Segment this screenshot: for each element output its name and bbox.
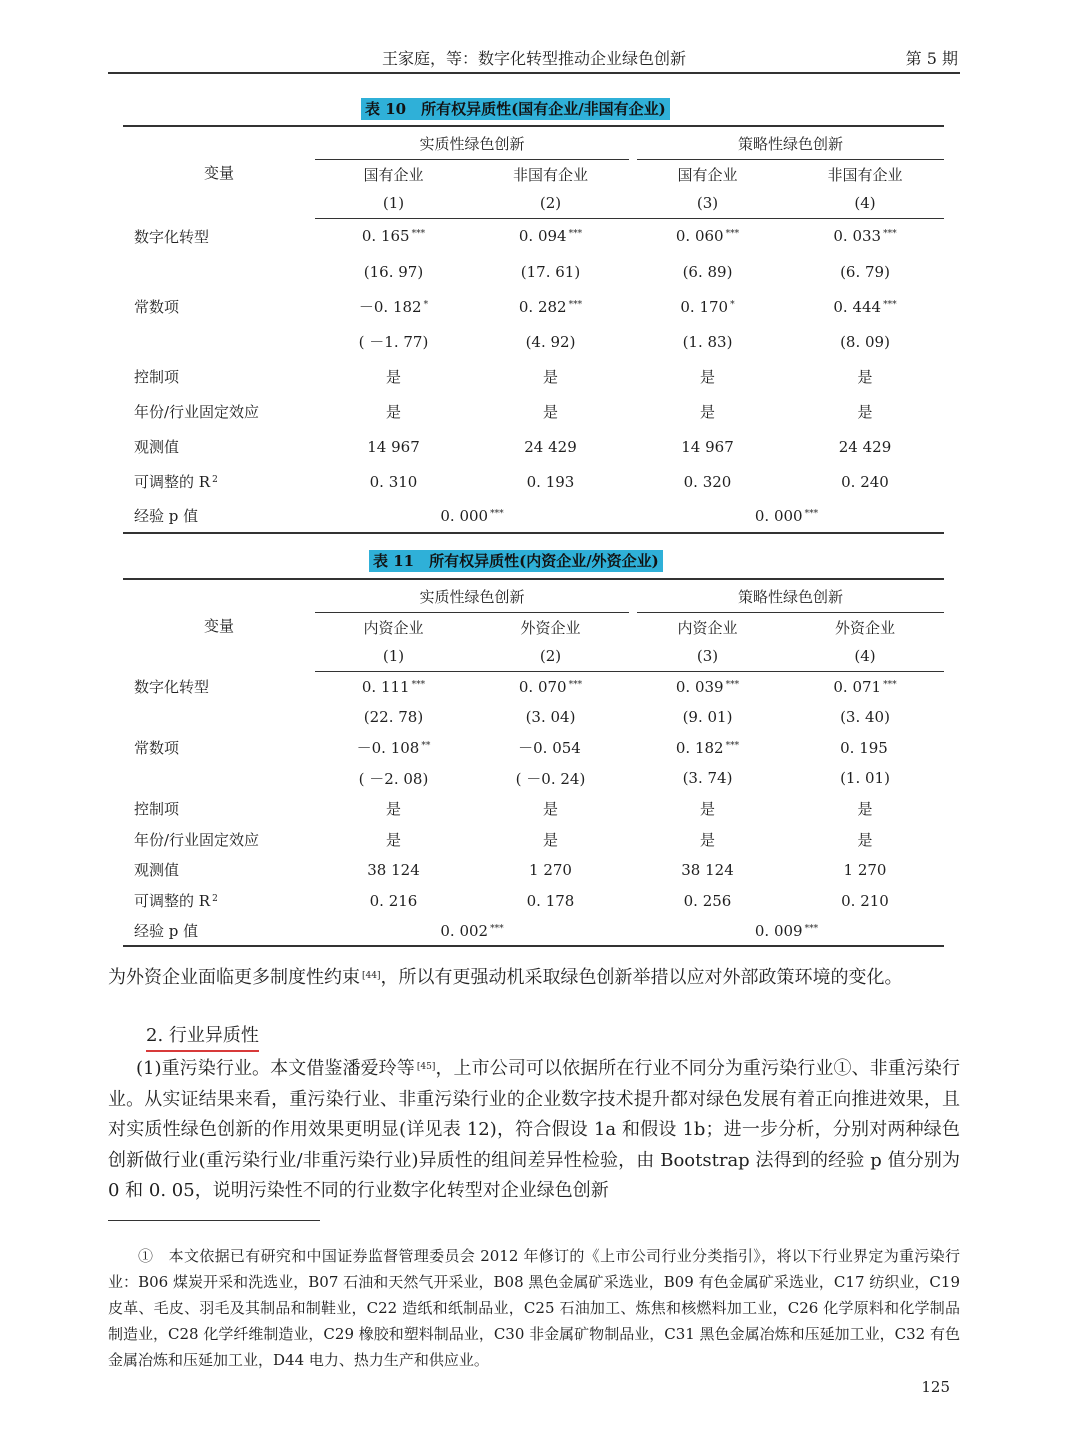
col-number: (4) bbox=[786, 642, 944, 671]
group-header-strategic: 策略性绿色创新 bbox=[637, 580, 944, 613]
t-stat-cell: (3. 40) bbox=[840, 708, 890, 726]
p-value-cell: 0. 000 *** bbox=[440, 506, 504, 525]
coef-cell: 0. 195 bbox=[840, 738, 888, 757]
cell: 24 429 bbox=[524, 437, 577, 456]
cell: 14 967 bbox=[367, 437, 420, 456]
col-number: (1) bbox=[315, 189, 472, 218]
coef-cell: 0. 111 *** bbox=[361, 677, 426, 696]
table-11-title: 表 11 所有权异质性(内资企业/外资企业) bbox=[369, 550, 663, 572]
cell: 是 bbox=[542, 403, 558, 421]
row-label: 观测值 bbox=[134, 861, 180, 879]
cell: 是 bbox=[857, 830, 873, 849]
col-header: 非国有企业 bbox=[512, 166, 588, 184]
group-header-strategic: 策略性绿色创新 bbox=[637, 127, 944, 160]
row-label: 控制项 bbox=[134, 800, 180, 818]
table-10 bbox=[123, 125, 944, 534]
col-header: 国有企业 bbox=[677, 166, 738, 184]
row-label: 数字化转型 bbox=[134, 678, 210, 696]
t-stat-cell: ( －0. 24) bbox=[515, 769, 586, 788]
cell: 是 bbox=[857, 800, 873, 818]
t-stat-cell: (6. 79) bbox=[840, 262, 890, 281]
row-label: 年份/行业固定效应 bbox=[134, 830, 260, 849]
cell: 是 bbox=[699, 368, 715, 386]
cell: 0. 256 bbox=[683, 891, 732, 910]
coef-cell: 0. 039 *** bbox=[675, 677, 740, 696]
cell: 是 bbox=[542, 800, 558, 818]
page-number: 125 bbox=[921, 1378, 950, 1396]
running-header bbox=[108, 46, 960, 74]
coef-cell: －0. 182 * bbox=[358, 298, 429, 316]
cell: 是 bbox=[857, 368, 873, 386]
t-stat-cell: ( －2. 08) bbox=[358, 769, 429, 788]
col-number: (3) bbox=[629, 189, 786, 218]
col-number: (1) bbox=[315, 642, 472, 671]
row-label: 数字化转型 bbox=[134, 227, 210, 246]
footnote-rule bbox=[108, 1220, 320, 1221]
coef-cell: 0. 070 *** bbox=[518, 677, 583, 696]
cell: 0. 320 bbox=[683, 472, 732, 491]
row-label: 常数项 bbox=[134, 298, 180, 316]
coef-cell: －0. 108 ** bbox=[356, 739, 431, 757]
cell: 38 124 bbox=[367, 860, 420, 879]
row-label: 观测值 bbox=[134, 438, 180, 456]
cell: 0. 178 bbox=[526, 891, 575, 910]
col-header: 内资企业 bbox=[677, 619, 738, 637]
cell: 0. 210 bbox=[841, 891, 889, 910]
cell: 是 bbox=[542, 830, 558, 849]
col-header: 国有企业 bbox=[363, 166, 424, 184]
cell: 0. 310 bbox=[369, 472, 418, 491]
cell: 是 bbox=[385, 830, 401, 849]
p-value-cell: 0. 000 *** bbox=[754, 506, 819, 525]
t-stat-cell: (22. 78) bbox=[363, 708, 424, 726]
cell: 是 bbox=[699, 830, 715, 849]
coef-cell: －0. 054 bbox=[518, 739, 581, 757]
col-number: (4) bbox=[786, 189, 944, 218]
t-stat-cell: (4. 92) bbox=[525, 332, 576, 351]
table-10-title: 表 10 所有权异质性(国有企业/非国有企业) bbox=[361, 98, 670, 120]
cell: 是 bbox=[699, 403, 715, 421]
coef-cell: 0. 444 *** bbox=[833, 297, 897, 316]
row-label: 经验 p 值 bbox=[134, 507, 199, 525]
coef-cell: 0. 033 *** bbox=[833, 227, 897, 246]
col-header: 非国有企业 bbox=[827, 166, 903, 184]
running-title: 王家庭，等：数字化转型推动企业绿色创新 bbox=[381, 49, 686, 68]
coef-cell: 0. 170 * bbox=[680, 297, 735, 316]
paragraph-2: (1)重污染行业。本文借鉴潘爱玲等 [45]，上市公司可以依据所在行业不同分为重污染行业①、非重污染行业。从实证结果来看，重污染行业、非重污染行业的企业数字技术提升都对绿色发展有着正向推进效果，且对实质性绿色创新的作用效果更明显(详见表 12)，符合假设 1a 和假设 1b；进一步分析，分别对两种绿色创新做行业(重污染行业/非重污染行业)异质性的组间差异性检验，由 Bootstrap 法得到的经验 p 值分别为 0 和 0. 05，说明污染性不同的行业数字化转型对企业绿色创新 bbox=[108, 1058, 961, 1201]
paragraph-1: 为外资企业面临更多制度性约束 [44]，所以有更强动机采取绿色创新举措以应对外部政策环境的变化。 bbox=[108, 967, 903, 988]
var-header: 变量 bbox=[203, 617, 234, 635]
cell: 24 429 bbox=[838, 437, 892, 456]
t-stat-cell: (9. 01) bbox=[682, 708, 733, 726]
cell: 1 270 bbox=[843, 860, 887, 879]
col-number: (2) bbox=[472, 189, 629, 218]
var-header: 变量 bbox=[203, 164, 234, 182]
t-stat-cell: (3. 04) bbox=[525, 708, 576, 726]
t-stat-cell: (1. 01) bbox=[840, 769, 890, 787]
t-stat-cell: (1. 83) bbox=[682, 332, 733, 351]
group-header-substantive: 实质性绿色创新 bbox=[315, 580, 629, 613]
cell: 0. 240 bbox=[841, 472, 889, 491]
cell: 0. 193 bbox=[526, 472, 575, 491]
cell: 1 270 bbox=[529, 860, 572, 879]
col-number: (3) bbox=[629, 642, 786, 671]
t-stat-cell: (3. 74) bbox=[682, 769, 733, 787]
row-label: 可调整的 R $^2$ bbox=[134, 892, 218, 910]
issue-number: 第 5 期 bbox=[905, 49, 958, 68]
table-11 bbox=[123, 578, 944, 947]
coef-cell: 0. 282 *** bbox=[518, 297, 583, 316]
row-label: 可调整的 R $^2$ bbox=[134, 473, 218, 491]
cell: 是 bbox=[385, 403, 401, 421]
cell: 14 967 bbox=[681, 437, 734, 456]
cell: 是 bbox=[857, 403, 873, 421]
row-label: 年份/行业固定效应 bbox=[134, 403, 260, 421]
cell: 是 bbox=[385, 800, 401, 818]
t-stat-cell: (8. 09) bbox=[840, 332, 890, 351]
t-stat-cell: (17. 61) bbox=[520, 262, 581, 281]
col-header: 内资企业 bbox=[363, 619, 424, 637]
t-stat-cell: (16. 97) bbox=[363, 262, 424, 281]
coef-cell: 0. 165 *** bbox=[361, 227, 426, 246]
section-heading: 2. 行业异质性 bbox=[146, 1023, 259, 1052]
t-stat-cell: ( －1. 77) bbox=[358, 333, 429, 351]
coef-cell: 0. 060 *** bbox=[675, 227, 740, 246]
footnote: ① 本文依据已有研究和中国证券监督管理委员会 2012 年修订的《上市公司行业分类指引》，将以下行业界定为重污染行业：B06 煤炭开采和洗选业，B07 石油和天然气开采业，B08 黑色金属矿采选业，B09 有色金属矿采选业，C17 纺织业，C19 皮革、毛皮、羽毛及其制品和制鞋业，C22 造纸和纸制品业，C25 石油加工、炼焦和核燃料加工业，C26 化学原料和化学制品制造业，C28 化学纤维制造业，C29 橡胶和塑料制品业，C30 非金属矿物制品业，C31 黑色金属冶炼和压延加工业，C32 有色金属冶炼和压延加工业，D44 电力、热力生产和供应业。 bbox=[108, 1247, 960, 1369]
p-value-cell: 0. 002 *** bbox=[440, 921, 504, 940]
row-label: 经验 p 值 bbox=[134, 922, 199, 940]
col-number: (2) bbox=[472, 642, 629, 671]
cell: 38 124 bbox=[681, 860, 734, 879]
row-label: 控制项 bbox=[134, 368, 180, 386]
t-stat-cell: (6. 89) bbox=[682, 262, 733, 281]
coef-cell: 0. 094 *** bbox=[518, 227, 583, 246]
coef-cell: 0. 071 *** bbox=[833, 677, 897, 696]
cell: 0. 216 bbox=[369, 891, 418, 910]
row-label: 常数项 bbox=[134, 739, 180, 757]
col-header: 外资企业 bbox=[834, 619, 895, 637]
group-header-substantive: 实质性绿色创新 bbox=[315, 127, 629, 160]
cell: 是 bbox=[699, 800, 715, 818]
coef-cell: 0. 182 *** bbox=[675, 738, 740, 757]
col-header: 外资企业 bbox=[520, 619, 581, 637]
p-value-cell: 0. 009 *** bbox=[754, 921, 819, 940]
cell: 是 bbox=[385, 368, 401, 386]
cell: 是 bbox=[542, 368, 558, 386]
